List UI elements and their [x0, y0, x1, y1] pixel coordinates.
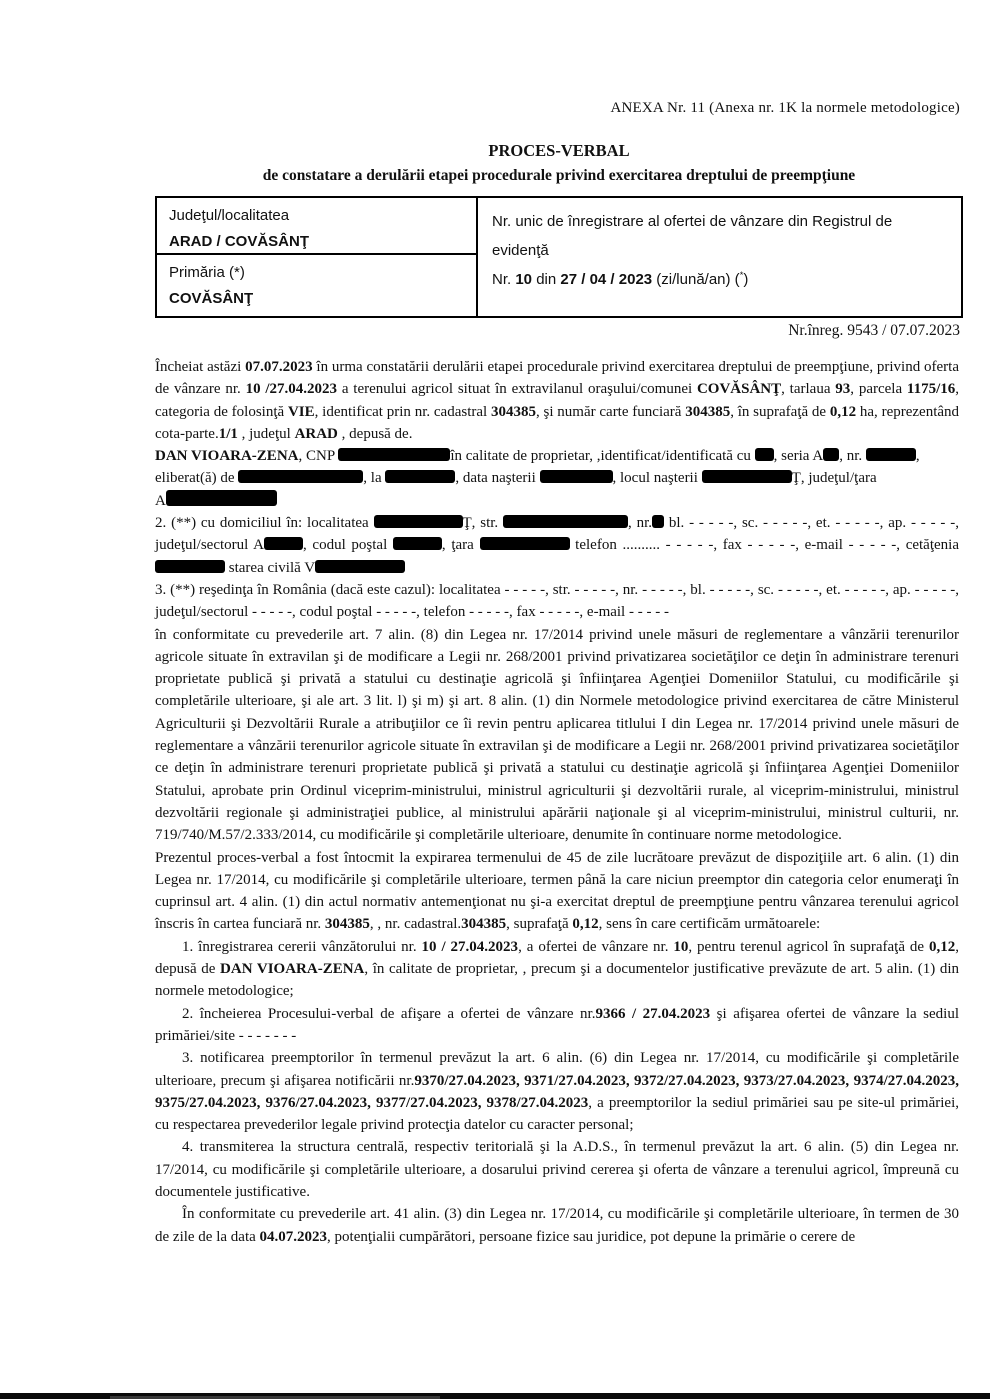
- text-segment: în calitate de proprietar, ,identificat/identificată cu: [450, 448, 755, 465]
- redaction-box: [374, 515, 463, 528]
- redaction-box: [338, 448, 450, 461]
- text-segment: 1175/16: [906, 381, 956, 398]
- text-segment: Nr.: [492, 271, 516, 288]
- text-segment: 9370/27.04.2023, 9371/27.04.2023, 9372/27.04.2023, 9373/27.04.2023, 9374/27.04.2023, 9375/27.04.2023, 9376/27.04.2023, 9377/27.04.2023, 9378/27.04.2023: [155, 1072, 959, 1111]
- text-segment: ARAD: [294, 425, 338, 442]
- text-segment: , a preemptorilor la sediul primăriei sau pe site-ul primăriei, cu respectarea prevederilor legale privind protecţia datelor cu caracter personal;: [155, 1094, 959, 1134]
- text-segment: , CNP: [298, 448, 339, 465]
- text-segment: , în calitate de proprietar, , precum şi a documentelor justificative prevăzute de art. 5 alin. (1) din normele metodologice;: [155, 961, 959, 1000]
- text-segment: , în suprafaţă de: [730, 403, 830, 420]
- text-segment: , parcela: [850, 381, 907, 398]
- text-segment: DAN VIOARA-ZENA: [155, 448, 299, 465]
- text-segment: şi afişarea ofertei de vânzare la sediul primăriei/site - - - - - - -: [155, 1005, 959, 1044]
- paragraph-country: [155, 490, 959, 512]
- document-title: PROCES-VERBAL: [488, 141, 630, 160]
- document-subtitle: de constatare a derulării etapei procedurale privind exercitarea dreptului de preempţiune: [262, 167, 856, 184]
- text-segment: din: [532, 271, 561, 288]
- text-segment: Prezentul proces-verbal a fost întocmit la expirarea termenului de 45 de zile lucrătoare prevăzut de dispoziţiile art. 6 alin. (1) din Legea nr. 17/2014, cu modificările şi completările ulterioare, termen până la care niciun preemptor din categoria celor enumeraţi în cuprinsul art. 4 alin. (1) din actul normativ antemenţionat nu şi-a exercitat dreptul de preempţiune pentru vânzarea terenului agricol înscris în cartea funciară nr.: [155, 849, 959, 933]
- scan-smudge: [110, 1396, 440, 1399]
- text-segment: 0,12: [829, 403, 857, 420]
- text-segment: 304385: [685, 403, 731, 420]
- paragraph-residence: [155, 579, 959, 624]
- text-segment: , identificat prin nr. cadastral: [314, 403, 491, 420]
- text-segment: 3. (**) reşedinţa în România (dacă este cazul): localitatea - - - - -, str. - - - - -, nr. - - - - -, bl. - - - - -, sc. - - - - -, et. - - - - -, ap. - - - - -, judeţul/sectorul - - - - -, codul poştal - - - - -, telefon - - - - -, fax - - - - -, e-mail - - - - -: [155, 581, 959, 621]
- paragraph-item-3: [155, 1047, 959, 1136]
- text-segment: 304385: [461, 916, 507, 933]
- judet-label: Judeţul/localitatea: [169, 207, 290, 224]
- text-segment: 1. înregistrarea cererii vânzătorului nr.: [182, 938, 422, 955]
- text-segment: Ţ, judeţul/ţara: [791, 470, 877, 487]
- text-segment: telefon .......... - - - - -, fax - - - - -, e-mail - - - - -, cetăţenia: [569, 537, 959, 554]
- text-segment: 0,12: [929, 938, 956, 955]
- text-segment: *: [739, 270, 744, 280]
- paragraph-term-expiry: [155, 847, 959, 936]
- text-segment: , a ofertei de vânzare nr.: [518, 938, 674, 955]
- redaction-box: [503, 515, 628, 528]
- text-segment: , suprafaţă: [506, 916, 573, 933]
- offer-registration-label: Nr. unic de înregistrare al ofertei de vânzare din Registrul de evidenţă: [492, 213, 893, 259]
- text-segment: 4. transmiterea la structura centrală, respectiv teritorială şi la A.D.S., în termenul prevăzut la art. 6 alin. (5) din Legea nr. 17/2014, cu modificările şi completările ulterioare, a dosarului privind cererea şi oferta de vânzare a terenului agricol, împreună cu documentele justificative.: [155, 1139, 959, 1200]
- redaction-box: [393, 537, 442, 550]
- cell-primaria: [157, 255, 476, 317]
- text-segment: COVĂSÂNŢ: [696, 381, 782, 398]
- primaria-label: Primăria (*): [169, 264, 245, 281]
- text-segment: , ţara: [441, 537, 480, 554]
- paragraph-item-2: [155, 1003, 959, 1048]
- text-segment: , pentru terenul agricol în suprafaţă de: [688, 938, 930, 955]
- redaction-box: [540, 470, 613, 483]
- registration-number-note: Nr.înreg. 9543 / 07.07.2023: [788, 322, 960, 339]
- cell-offer-registration: [478, 198, 961, 316]
- offer-registration-value: [492, 265, 947, 294]
- text-segment: Ţ, str.: [462, 515, 504, 532]
- text-segment: , nr.: [628, 515, 653, 532]
- text-segment: , locul naşterii: [612, 470, 702, 487]
- text-segment: A: [155, 492, 166, 509]
- text-segment: 07.07.2023: [245, 359, 313, 375]
- text-segment: (zi/lună/an) (: [652, 271, 740, 288]
- paragraph-opening: [155, 356, 959, 445]
- redaction-box: [385, 470, 455, 483]
- redaction-box: [866, 448, 916, 461]
- text-segment: în urma constatării derulării etapei procedurale privind exercitarea dreptului de preempţiune, privind oferta de vânzare nr.: [155, 359, 960, 398]
- text-segment: , nr.: [839, 448, 866, 465]
- text-segment: 10 /27.04.2023: [245, 381, 338, 398]
- cell-judet-localitatea: [157, 198, 476, 255]
- text-segment: eliberat(ă) de: [155, 470, 239, 487]
- text-segment: în conformitate cu prevederile art. 7 alin. (8) din Legea nr. 17/2014 privind unele măsuri de reglementare a vânzării terenurilor agricole situate în extravilan şi de modificare a Legii nr. 268/2001 privind privatizarea societăţilor ce deţin în administrare terenuri proprietate publică şi privată a statului cu destinaţie agricolă şi înfiinţarea Agenţiei Domeniilor Statului, cu modificările şi completările ulterioare, şi ale art. 3 lit. l) şi m) şi art. 8 alin. (1) din Normele metodologice privind exercitarea de către Ministerul Agriculturii şi Dezvoltării Rurale a atribuţiilor ce îi revin pentru aplicarea titlului I din Legea nr. 17/2014 privind unele măsuri de reglementare a vânzării terenurilor agricole situate în extravilan şi de modificare a Legii nr. 268/2001 privind privatizarea societăţilor ce deţin în administrare terenuri proprietate publică şi privată a statului cu destinaţie agricolă şi înfiinţarea Agenţiei Domeniilor Statului, aprobate prin Ordinul viceprim-ministrului, ministrul agriculturii şi dezvoltării rurale, al viceprim-ministrului, ministrul dezvoltării regionale şi administraţiei publice, al ministrului apărării naţionale şi al viceprim-ministrului, ministrul culturii, nr. 719/740/M.57/2.333/2014, cu modificările şi completările ulterioare, denumite în continuare norme metodologice.: [155, 626, 959, 844]
- text-segment: 10 / 27.04.2023: [421, 938, 519, 955]
- primaria-value: COVĂSÂNŢ: [169, 290, 254, 307]
- redaction-box: [755, 448, 774, 461]
- text-segment: 0,12: [572, 916, 599, 933]
- redaction-box: [480, 537, 570, 550]
- text-segment: 1/1: [218, 425, 238, 442]
- redaction-box: [823, 448, 839, 461]
- judet-value: ARAD / COVĂSÂNŢ: [169, 233, 310, 250]
- text-segment: Încheiat astăzi: [155, 359, 246, 375]
- text-segment: 304385: [324, 916, 370, 933]
- text-segment: , la: [363, 470, 386, 487]
- text-segment: ha, reprezentând cota-parte.: [155, 403, 960, 442]
- redaction-box: [264, 537, 303, 550]
- redaction-box: [652, 515, 664, 528]
- text-segment: 3. notificarea preemptorilor în termenul prevăzut la art. 6 alin. (6) din Legea nr. 17/2014, cu modificările şi completările ulterioare, precum şi afişarea notificării nr.: [155, 1050, 959, 1089]
- text-segment: În conformitate cu prevederile art. 41 alin. (3) din Legea nr. 17/2014, cu modificările şi completările ulterioare, în termen de 30 de zile de la data: [155, 1206, 959, 1245]
- text-segment: , , nr. cadastral.: [369, 916, 462, 933]
- text-segment: 93: [835, 381, 851, 398]
- paragraph-item-1: [155, 936, 959, 1003]
- text-segment: , seria A: [773, 448, 824, 465]
- redaction-box: [238, 470, 363, 483]
- scan-edge-artifact: [0, 1393, 990, 1399]
- anexa-note: ANEXA Nr. 11 (Anexa nr. 1K la normele metodologice): [610, 100, 960, 116]
- paragraph-seller-identity: [155, 445, 959, 467]
- redaction-box: [702, 470, 792, 483]
- text-segment: VIE: [287, 403, 315, 420]
- text-segment: , codul poştal: [303, 537, 393, 554]
- text-segment: a terenului agricol situat în extravilanul oraşului/comunei: [337, 381, 697, 398]
- text-segment: , şi număr carte funciară: [535, 403, 686, 420]
- text-segment: , sens în care certificăm următoarele:: [598, 916, 821, 933]
- text-segment: 10: [515, 271, 533, 288]
- paragraph-legal-basis: [155, 624, 959, 847]
- redaction-box: [315, 560, 405, 573]
- redaction-box: [155, 560, 225, 573]
- text-segment: starea civilă V: [225, 559, 316, 576]
- paragraph-domicile: [155, 512, 959, 579]
- text-segment: , tarlaua: [781, 381, 836, 398]
- paragraph-id-issuance: [155, 467, 959, 489]
- redaction-box: [166, 490, 277, 506]
- paragraph-item-4: [155, 1136, 959, 1203]
- registration-table: [155, 196, 963, 318]
- text-segment: 2. (**) cu domiciliul în: localitatea: [155, 515, 374, 532]
- text-segment: , judeţul: [237, 425, 295, 442]
- text-segment: 9366 / 27.04.2023: [595, 1005, 711, 1022]
- text-segment: bl. - - - - -, sc. - - - - -, et. - - - - -, ap. - - - - -, judeţul/sectorul A: [155, 515, 959, 554]
- text-segment: ): [743, 271, 749, 288]
- text-segment: , potenţialii cumpărători, persoane fizice sau juridice, pot depune la primărie o cerere de: [327, 1228, 856, 1245]
- text-segment: 04.07.2023: [259, 1228, 328, 1245]
- text-segment: , depusă de.: [337, 425, 413, 442]
- text-segment: 27 / 04 / 2023: [560, 271, 653, 288]
- text-segment: DAN VIOARA-ZENA: [220, 961, 365, 978]
- text-segment: ,: [915, 448, 920, 465]
- text-segment: , depusă de: [155, 938, 960, 978]
- text-segment: , categoria de folosinţă: [155, 381, 960, 420]
- registration-table-left-column: [157, 198, 478, 316]
- text-segment: 2. încheierea Procesului-verbal de afişare a ofertei de vânzare nr.: [182, 1005, 596, 1022]
- text-segment: 10: [673, 938, 689, 955]
- text-segment: 304385: [490, 403, 536, 420]
- document-body: [155, 356, 959, 1248]
- paragraph-final-note: [155, 1203, 959, 1248]
- text-segment: , data naşterii: [455, 470, 540, 487]
